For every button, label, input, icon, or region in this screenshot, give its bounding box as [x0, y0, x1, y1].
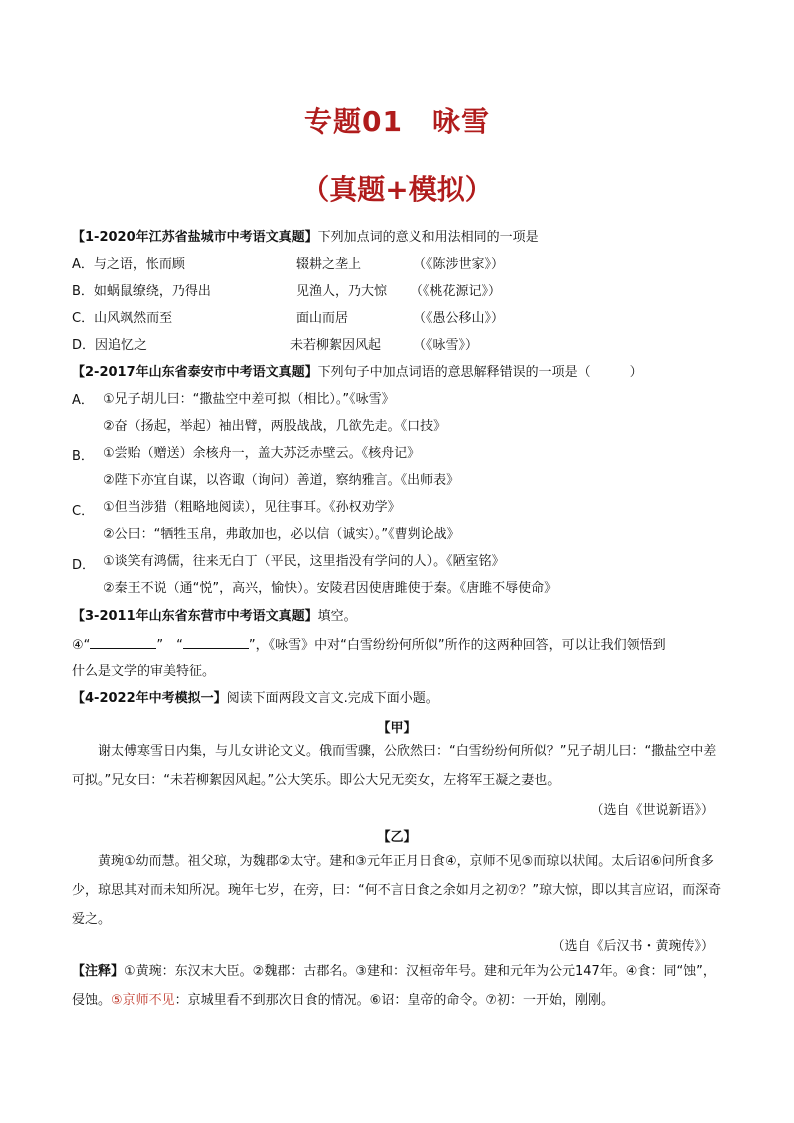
passage-jia-title: 【甲】 [377, 721, 417, 736]
option-compare: 见渔人，乃大惊 [296, 284, 388, 299]
q2-line: ①兄子胡儿曰：“撒盐空中差可拟（相比）。”《咏雪》 [103, 392, 395, 407]
option-source: （《愚公移山》） [413, 311, 505, 326]
option-source: （《陈涉世家》） [413, 257, 505, 272]
annotation-highlight: ⑤京师不见 [111, 993, 175, 1008]
q1-header [72, 229, 539, 247]
answer-blank-2[interactable] [183, 636, 249, 649]
passage-yi-source: （选自《后汉书・黄琬传》） [551, 939, 714, 954]
q3-line-2: 什么是文学的审美特征。 [72, 664, 216, 679]
q2-header [72, 364, 643, 382]
q2-line: ②秦王不说（通“悦”，高兴，愉快）。安陵君因使唐雎使于秦。《唐雎不辱使命》 [103, 581, 558, 596]
option-text: B．如蜗鼠缭绕，乃得出 [72, 284, 211, 299]
q2-line: ②陛下亦宜自谋，以咨诹（询问）善道，察纳雅言。《出师表》 [103, 473, 460, 488]
option-text: D．因追忆之 [72, 338, 148, 353]
q2-line: ①尝贻（赠送）余核舟一，盖大苏泛赤壁云。《核舟记》 [103, 446, 421, 461]
q3-line-1 [72, 636, 666, 655]
option-source: （《桃花源记》） [410, 284, 502, 299]
q2-line: ①谈笑有鸿儒，往来无白丁（平民，这里指没有学问的人）。《陋室铭》 [103, 554, 505, 569]
q2-label-c: C． [72, 504, 95, 519]
passage-yi-title: 【乙】 [377, 830, 417, 845]
q3-text: ” “ [156, 638, 183, 653]
q3-header [72, 608, 357, 626]
q1-option-d [72, 337, 147, 355]
option-compare: 辍耕之垄上 [296, 257, 362, 272]
answer-blank-1[interactable] [90, 636, 156, 649]
q2-line: ②奋（扬起，举起）袖出臂，两股战战，几欲先走。《口技》 [103, 419, 447, 434]
q2-label-d: D． [72, 558, 96, 573]
q1-stem: 下列加点词的意义和用法相同的一项是 [317, 230, 539, 245]
q2-source: 【2-2017年山东省泰安市中考语文真题】 [72, 365, 318, 380]
passage-jia-text: 谢太傅寒雪日内集，与儿女讲论文义。俄而雪骤，公欣然曰：“白雪纷纷何所似？”兄子胡儿曰：“撒盐空中差可拟。”兄女曰：“未若柳絮因风起。”公大笑乐。即公大兄无奕女，左将军王凝之妻也。 [72, 744, 717, 788]
annotation-head: 【注释】 [72, 964, 125, 979]
q3-text: ④“ [72, 638, 91, 653]
passage-jia-source: （选自《世说新语》） [590, 803, 714, 818]
q3-source: 【3-2011年山东省东营市中考语文真题】 [72, 609, 318, 624]
q2-stem: 下列句子中加点词语的意思解释错误的一项是（ ） [317, 365, 643, 380]
option-source: （《咏雪》） [413, 338, 479, 353]
q2-label-b: B． [72, 449, 94, 464]
annotation-text: ：京城里看不到那次日食的情况。⑥诏：皇帝的命令。⑦初：一开始，刚刚。 [174, 993, 614, 1008]
q2-label-a: A． [72, 393, 94, 408]
page-subtitle: （真题+模拟） [301, 173, 493, 206]
annotation-text: ①黄琬：东汉末大臣。②魏郡：古郡名。③建和：汉桓帝年号。建和元年为公元147年。④食：同“蚀”，侵蚀。 [72, 964, 716, 1008]
q4-source: 【4-2022年中考模拟一】 [72, 691, 227, 706]
q1-source: 【1-2020年江苏省盐城市中考语文真题】 [72, 230, 318, 245]
page-title: 专题01 咏雪 [304, 105, 490, 138]
q2-line: ①但当涉猎（粗略地阅读），见往事耳。《孙权劝学》 [103, 500, 401, 515]
option-text: A．与之语，怅而顾 [72, 257, 185, 272]
q1-option-b [72, 283, 211, 301]
option-compare: 面山而居 [296, 311, 349, 326]
q2-line: ②公曰：“牺牲玉帛，弗敢加也，必以信（诚实）。”《曹刿论战》 [103, 527, 460, 542]
q3-text: ”，《咏雪》中对“白雪纷纷何所似”所作的这两种回答，可以让我们领悟到 [248, 638, 666, 653]
q1-option-a [72, 256, 185, 274]
q4-stem: 阅读下面两段文言文.完成下面小题。 [226, 691, 439, 706]
q4-header [72, 690, 439, 708]
passage-yi-text: 黄琬①幼而慧。祖父琼，为魏郡②太守。建和③元年正月日食④，京师不见⑤而琼以状闻。太后诏⑥问所食多少，琼思其对而未知所况。琬年七岁，在旁，曰：“何不言日食之余如月之初⑦？”琼大惊，即以其言应诏，而深奇爱之。 [72, 854, 722, 927]
option-compare: 未若柳絮因风起 [290, 338, 382, 353]
option-text: C．山风飒然而至 [72, 311, 173, 326]
annotation-block [72, 957, 727, 1015]
q3-stem: 填空。 [317, 609, 357, 624]
q1-option-c [72, 310, 172, 328]
